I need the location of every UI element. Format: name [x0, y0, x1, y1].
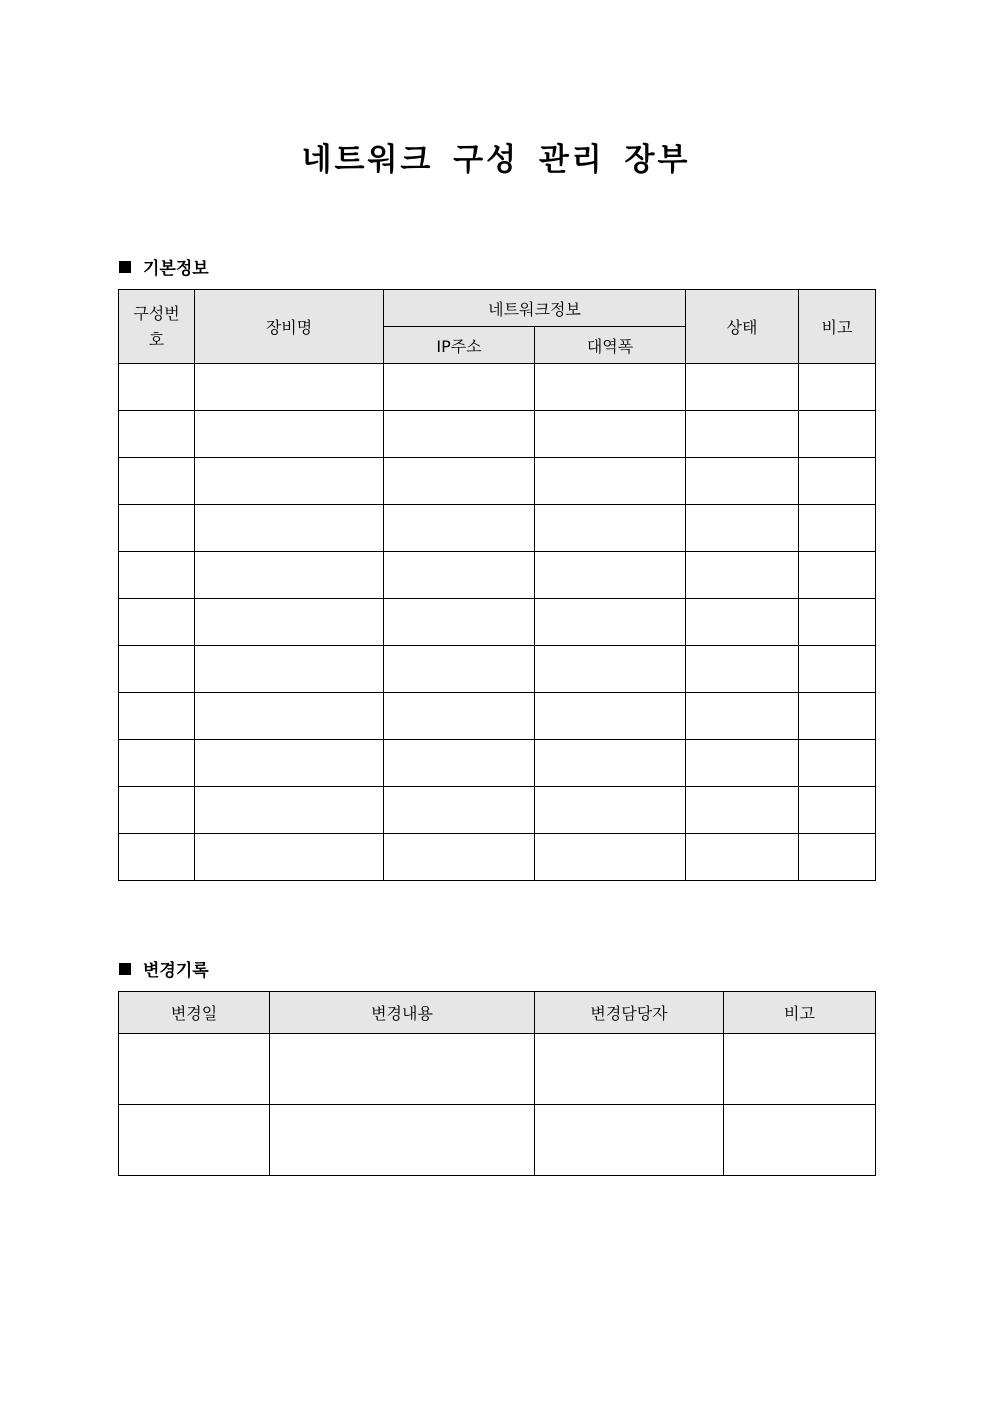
table-cell[interactable] [799, 505, 876, 552]
table-cell[interactable] [195, 364, 384, 411]
table-cell[interactable] [799, 364, 876, 411]
table-cell[interactable] [384, 693, 535, 740]
table-cell[interactable] [119, 505, 195, 552]
table-cell[interactable] [119, 458, 195, 505]
table-cell[interactable] [535, 834, 686, 881]
change-log-heading-label: 변경기록 [143, 961, 209, 981]
header-change-manager: 변경담당자 [535, 992, 724, 1034]
table-cell[interactable] [535, 646, 686, 693]
table-cell[interactable] [195, 411, 384, 458]
table-row [119, 1105, 876, 1176]
table-cell[interactable] [119, 740, 195, 787]
table-cell[interactable] [686, 411, 799, 458]
table-cell[interactable] [799, 693, 876, 740]
table-cell[interactable] [535, 740, 686, 787]
table-cell[interactable] [195, 458, 384, 505]
change-log-table [118, 991, 876, 1176]
table-cell[interactable] [799, 599, 876, 646]
table-cell[interactable] [686, 834, 799, 881]
table-cell[interactable] [119, 1034, 270, 1105]
table-cell[interactable] [195, 599, 384, 646]
table-cell[interactable] [195, 740, 384, 787]
table-cell[interactable] [119, 693, 195, 740]
table-cell[interactable] [270, 1034, 535, 1105]
table-cell[interactable] [724, 1105, 876, 1176]
table-row [119, 458, 876, 505]
table-cell[interactable] [799, 552, 876, 599]
table-cell[interactable] [535, 458, 686, 505]
basic-info-heading [119, 254, 209, 279]
table-cell[interactable] [799, 834, 876, 881]
table-cell[interactable] [686, 599, 799, 646]
table-cell[interactable] [535, 599, 686, 646]
header-status: 상태 [686, 290, 799, 364]
table-cell[interactable] [535, 552, 686, 599]
table-cell[interactable] [195, 787, 384, 834]
table-cell[interactable] [686, 364, 799, 411]
table-cell[interactable] [535, 1105, 724, 1176]
table-cell[interactable] [686, 740, 799, 787]
table-cell[interactable] [384, 364, 535, 411]
table-row [119, 1034, 876, 1105]
black-square-icon [119, 963, 131, 975]
header-change-remarks: 비고 [724, 992, 876, 1034]
table-cell[interactable] [384, 646, 535, 693]
table-row [119, 599, 876, 646]
table-cell[interactable] [384, 552, 535, 599]
table-cell[interactable] [119, 411, 195, 458]
table-cell[interactable] [686, 458, 799, 505]
table-cell[interactable] [535, 505, 686, 552]
basic-info-heading-label: 기본정보 [143, 259, 209, 279]
table-cell[interactable] [195, 505, 384, 552]
table-cell[interactable] [119, 646, 195, 693]
table-cell[interactable] [724, 1034, 876, 1105]
table-cell[interactable] [195, 552, 384, 599]
table-cell[interactable] [119, 834, 195, 881]
header-bandwidth: 대역폭 [535, 327, 686, 364]
table-row [119, 364, 876, 411]
header-change-date: 변경일 [119, 992, 270, 1034]
table-cell[interactable] [119, 552, 195, 599]
table-cell[interactable] [799, 411, 876, 458]
header-network-info: 네트워크정보 [384, 290, 686, 327]
table-cell[interactable] [686, 693, 799, 740]
table-row [119, 552, 876, 599]
table-cell[interactable] [799, 787, 876, 834]
header-ip-address: IP주소 [384, 327, 535, 364]
basic-info-table [118, 289, 876, 881]
header-change-content: 변경내용 [270, 992, 535, 1034]
table-row [119, 411, 876, 458]
table-cell[interactable] [119, 599, 195, 646]
header-config-no: 구성번호 [119, 290, 195, 364]
table-cell[interactable] [384, 458, 535, 505]
table-row [119, 505, 876, 552]
table-cell[interactable] [686, 646, 799, 693]
table-cell[interactable] [686, 552, 799, 599]
table-row [119, 693, 876, 740]
table-cell[interactable] [119, 1105, 270, 1176]
table-cell[interactable] [799, 646, 876, 693]
header-remarks: 비고 [799, 290, 876, 364]
black-square-icon [119, 261, 131, 273]
table-cell[interactable] [686, 505, 799, 552]
table-cell[interactable] [686, 787, 799, 834]
table-cell[interactable] [195, 834, 384, 881]
table-row [119, 787, 876, 834]
header-device-name: 장비명 [195, 290, 384, 364]
table-cell[interactable] [535, 1034, 724, 1105]
table-row [119, 834, 876, 881]
table-cell[interactable] [119, 364, 195, 411]
table-cell[interactable] [384, 599, 535, 646]
table-cell[interactable] [119, 787, 195, 834]
table-cell[interactable] [384, 787, 535, 834]
table-cell[interactable] [384, 834, 535, 881]
table-cell[interactable] [384, 411, 535, 458]
page-title: 네트워크 구성 관리 장부 [301, 142, 691, 178]
table-cell[interactable] [384, 740, 535, 787]
table-cell[interactable] [195, 646, 384, 693]
table-cell[interactable] [535, 411, 686, 458]
table-row [119, 646, 876, 693]
table-cell[interactable] [535, 364, 686, 411]
table-row [119, 740, 876, 787]
table-cell[interactable] [535, 693, 686, 740]
table-cell[interactable] [195, 693, 384, 740]
table-cell[interactable] [270, 1105, 535, 1176]
table-cell[interactable] [799, 740, 876, 787]
change-log-heading [119, 956, 209, 981]
table-cell[interactable] [799, 458, 876, 505]
table-cell[interactable] [535, 787, 686, 834]
table-cell[interactable] [384, 505, 535, 552]
